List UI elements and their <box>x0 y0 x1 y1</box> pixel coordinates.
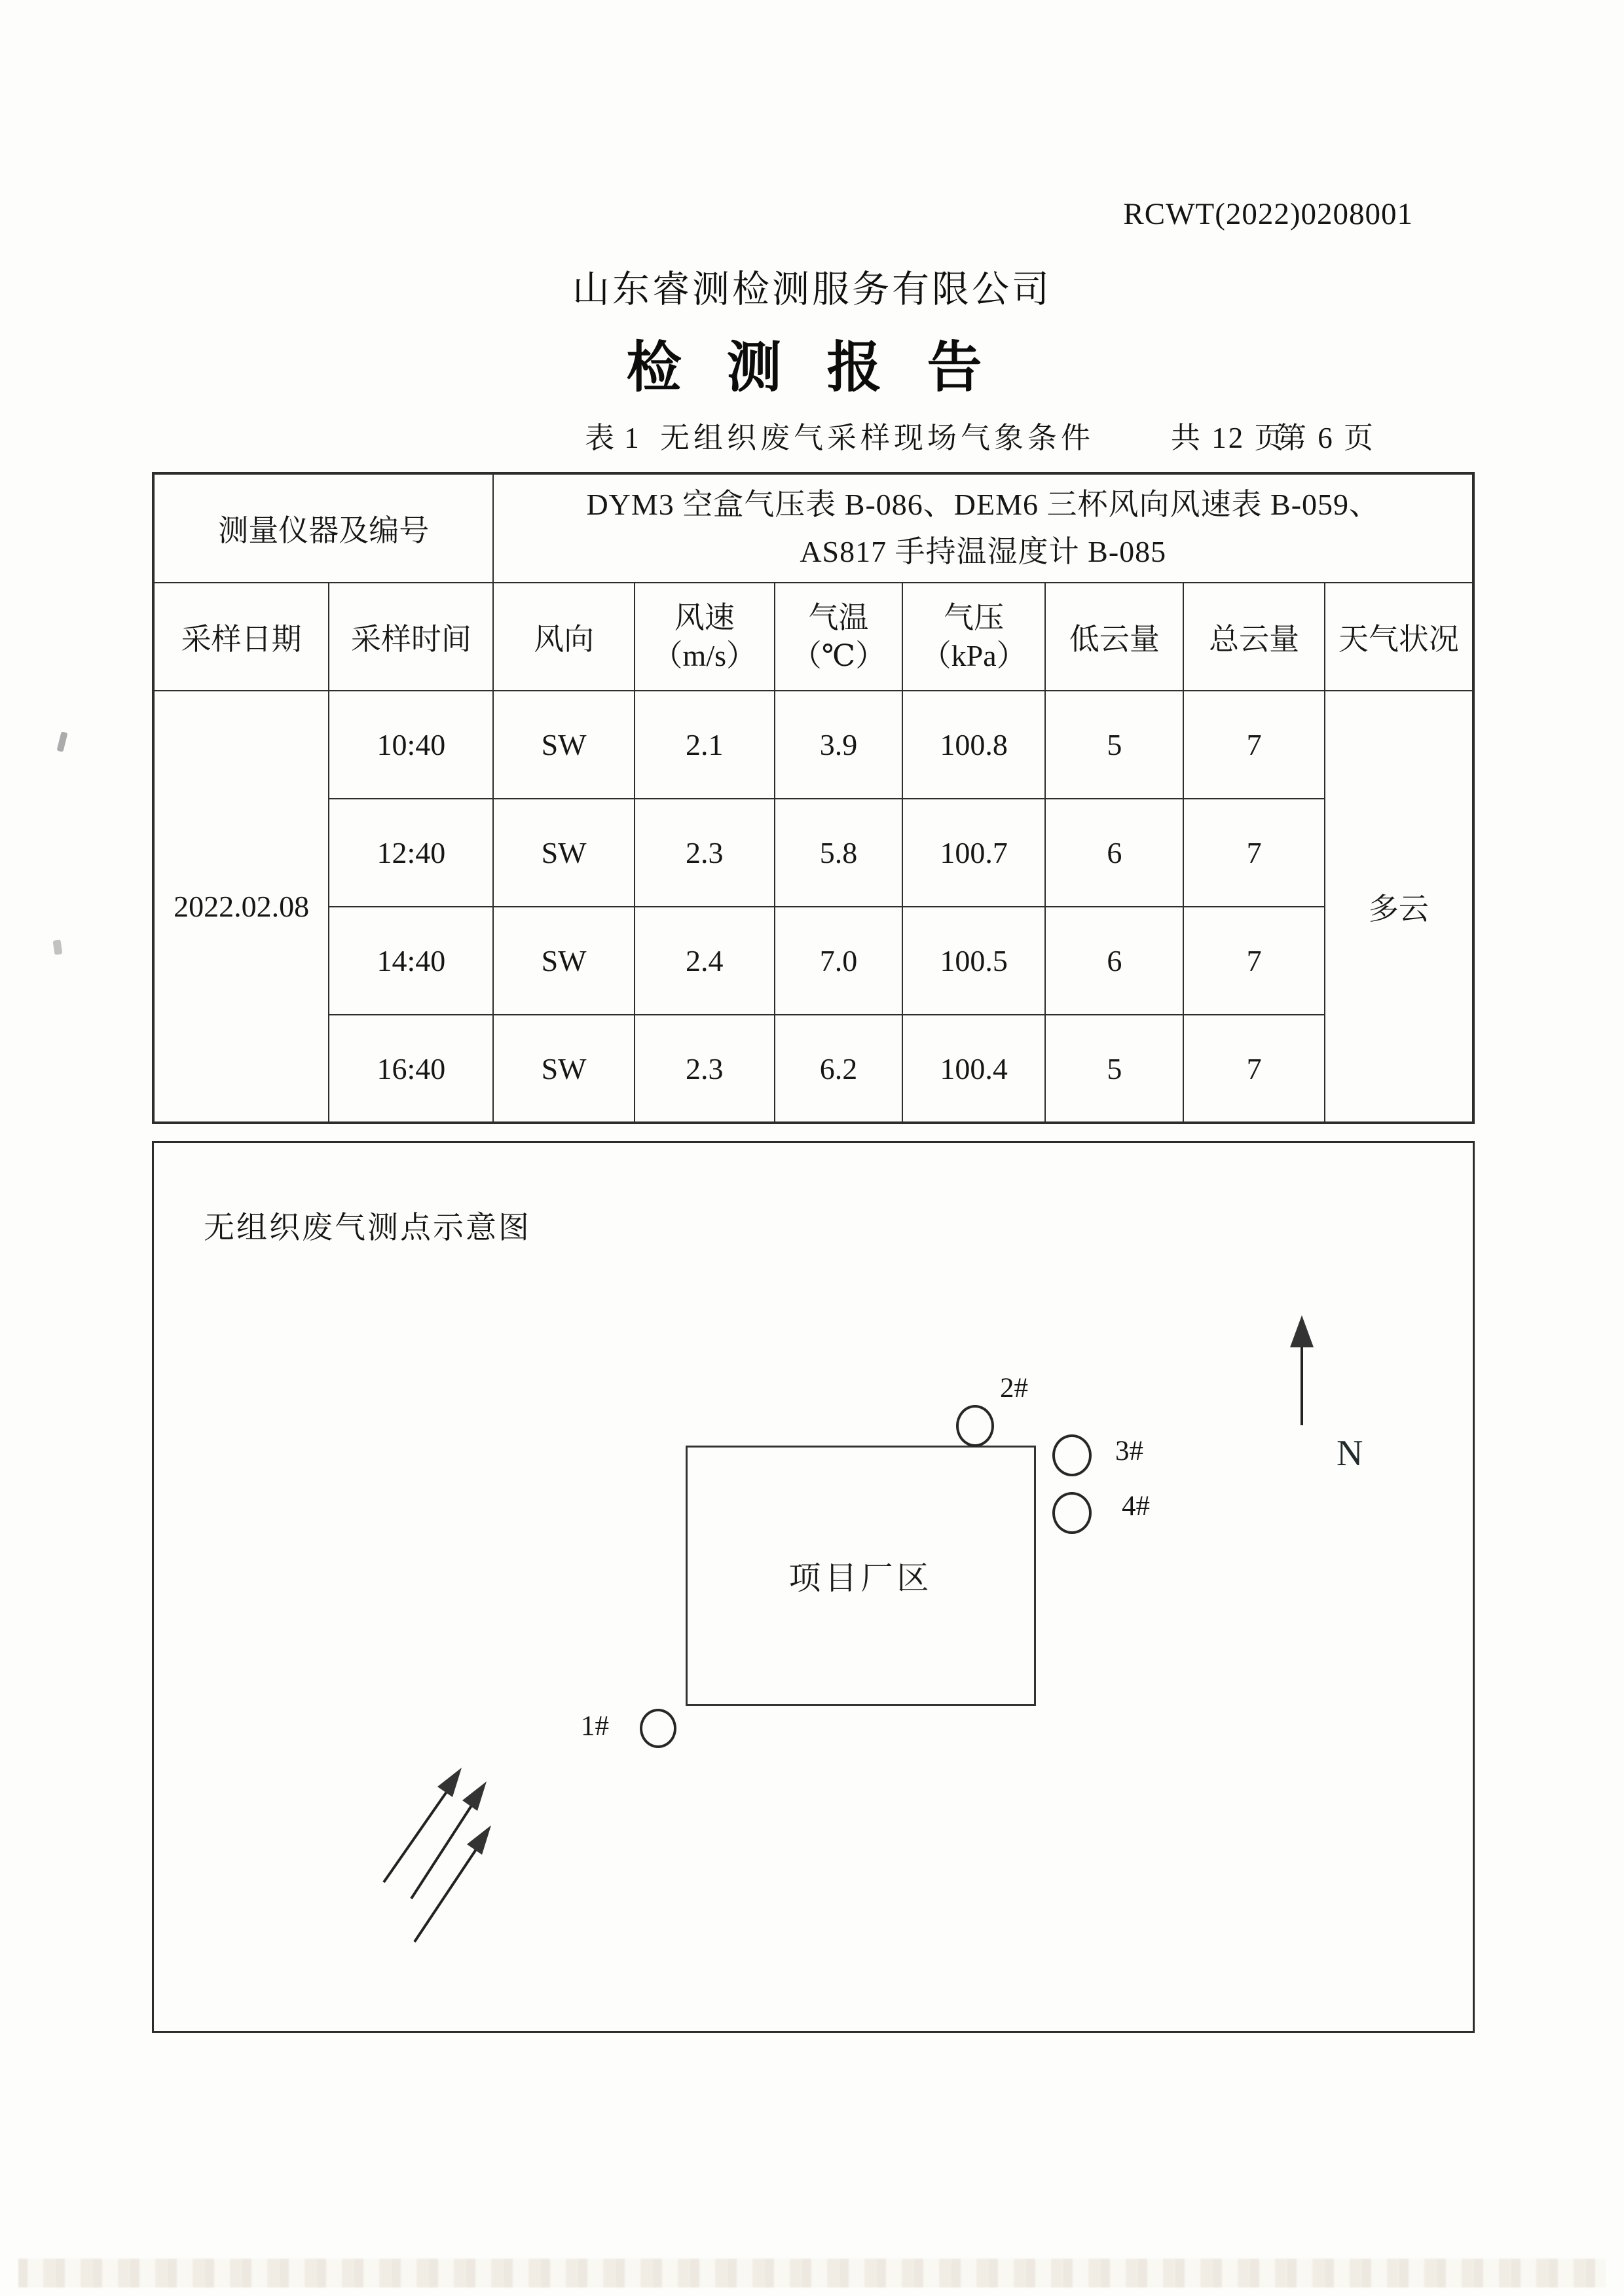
wind-direction-cell: SW <box>493 691 634 799</box>
col-header-date: 采样日期 <box>153 583 329 691</box>
sampling-point-2-marker <box>956 1405 994 1447</box>
wind-speed-unit: （m/s） <box>652 638 757 672</box>
wind-direction-cell: SW <box>493 907 634 1015</box>
col-header-time: 采样时间 <box>329 583 493 691</box>
wind-direction-cell: SW <box>493 799 634 907</box>
temperature-cell: 6.2 <box>775 1015 902 1123</box>
low-cloud-cell: 6 <box>1045 907 1183 1015</box>
table-row <box>153 691 1473 799</box>
time-cell: 10:40 <box>329 691 493 799</box>
wind-speed-cell: 2.1 <box>635 691 775 799</box>
sampling-point-3-label: 3# <box>1115 1436 1143 1467</box>
sampling-point-1-marker <box>640 1709 676 1748</box>
scan-artifact <box>53 939 63 955</box>
total-cloud-cell: 7 <box>1183 799 1324 907</box>
table-row <box>153 799 1473 907</box>
col-header-low-cloud: 低云量 <box>1045 583 1183 691</box>
col-header-wind-direction: 风向 <box>493 583 634 691</box>
sampling-point-2-label: 2# <box>1000 1373 1028 1404</box>
total-cloud-cell: 7 <box>1183 1015 1324 1123</box>
instruments-line2: AS817 手持温湿度计 B-085 <box>800 535 1167 568</box>
total-cloud-cell: 7 <box>1183 907 1324 1015</box>
sampling-point-1-label: 1# <box>581 1711 609 1741</box>
temperature-cell: 3.9 <box>775 691 902 799</box>
pressure-unit: （kPa） <box>921 638 1027 672</box>
table-caption <box>0 414 1624 454</box>
wind-direction-cell: SW <box>493 1015 634 1123</box>
low-cloud-cell: 6 <box>1045 799 1183 907</box>
time-cell: 14:40 <box>329 907 493 1015</box>
pressure-label: 气压 <box>944 600 1005 634</box>
table-row <box>153 907 1473 1015</box>
col-header-temperature <box>775 583 902 691</box>
col-header-wind-speed <box>635 583 775 691</box>
company-name: 山东睿测检测服务有限公司 <box>572 269 1052 310</box>
col-header-total-cloud: 总云量 <box>1183 583 1324 691</box>
col-header-weather: 天气状况 <box>1325 583 1473 691</box>
temperature-label: 气温 <box>808 600 869 634</box>
sampling-point-3-marker <box>1052 1434 1092 1476</box>
table-number: 表 1 <box>585 422 640 454</box>
table-header-row <box>153 583 1473 691</box>
table-row <box>153 1015 1473 1123</box>
wind-speed-cell: 2.3 <box>635 1015 775 1123</box>
low-cloud-cell: 5 <box>1045 691 1183 799</box>
weather-conditions-table <box>152 472 1475 1124</box>
north-arrow <box>1290 1315 1314 1425</box>
page-current: 第 6 页 <box>1277 422 1376 454</box>
sampling-point-4-label: 4# <box>1122 1491 1150 1522</box>
north-label: N <box>1337 1433 1363 1474</box>
caption-title: 无组织废气采样现场气象条件 <box>660 422 1095 454</box>
pressure-cell: 100.4 <box>902 1015 1045 1123</box>
wind-arrow <box>415 1825 491 1942</box>
time-cell: 16:40 <box>329 1015 493 1123</box>
low-cloud-cell: 5 <box>1045 1015 1183 1123</box>
wind-speed-cell: 2.3 <box>635 799 775 907</box>
temperature-unit: （℃） <box>791 638 886 672</box>
pressure-cell: 100.8 <box>902 691 1045 799</box>
instruments-label-cell: 测量仪器及编号 <box>153 473 493 583</box>
sampling-point-4-marker <box>1052 1492 1092 1534</box>
instruments-row <box>153 473 1473 583</box>
pages-total: 共 12 页 <box>1171 422 1286 454</box>
pressure-cell: 100.7 <box>902 799 1045 907</box>
time-cell: 12:40 <box>329 799 493 907</box>
page-title: 检 测 报 告 <box>626 338 998 399</box>
factory-area-rect <box>686 1446 1036 1706</box>
instruments-value-cell <box>493 473 1473 583</box>
temperature-cell: 7.0 <box>775 907 902 1015</box>
scan-artifact <box>18 2259 1606 2287</box>
report-number: RCWT(2022)0208001 <box>1123 197 1413 231</box>
scan-artifact <box>57 731 68 752</box>
wind-speed-label: 风速 <box>674 600 735 634</box>
factory-area-label: 项目厂区 <box>788 1560 933 1596</box>
weather-cell: 多云 <box>1325 691 1473 1123</box>
temperature-cell: 5.8 <box>775 799 902 907</box>
col-header-pressure <box>902 583 1045 691</box>
sampling-date-cell: 2022.02.08 <box>153 691 329 1123</box>
sampling-points-diagram <box>152 1141 1475 2033</box>
pressure-cell: 100.5 <box>902 907 1045 1015</box>
wind-speed-cell: 2.4 <box>635 907 775 1015</box>
diagram-title: 无组织废气测点示意图 <box>204 1211 531 1245</box>
wind-arrow <box>384 1768 462 1882</box>
total-cloud-cell: 7 <box>1183 691 1324 799</box>
instruments-line1: DYM3 空盒气压表 B-086、DEM6 三杯风向风速表 B-059、 <box>586 488 1380 521</box>
